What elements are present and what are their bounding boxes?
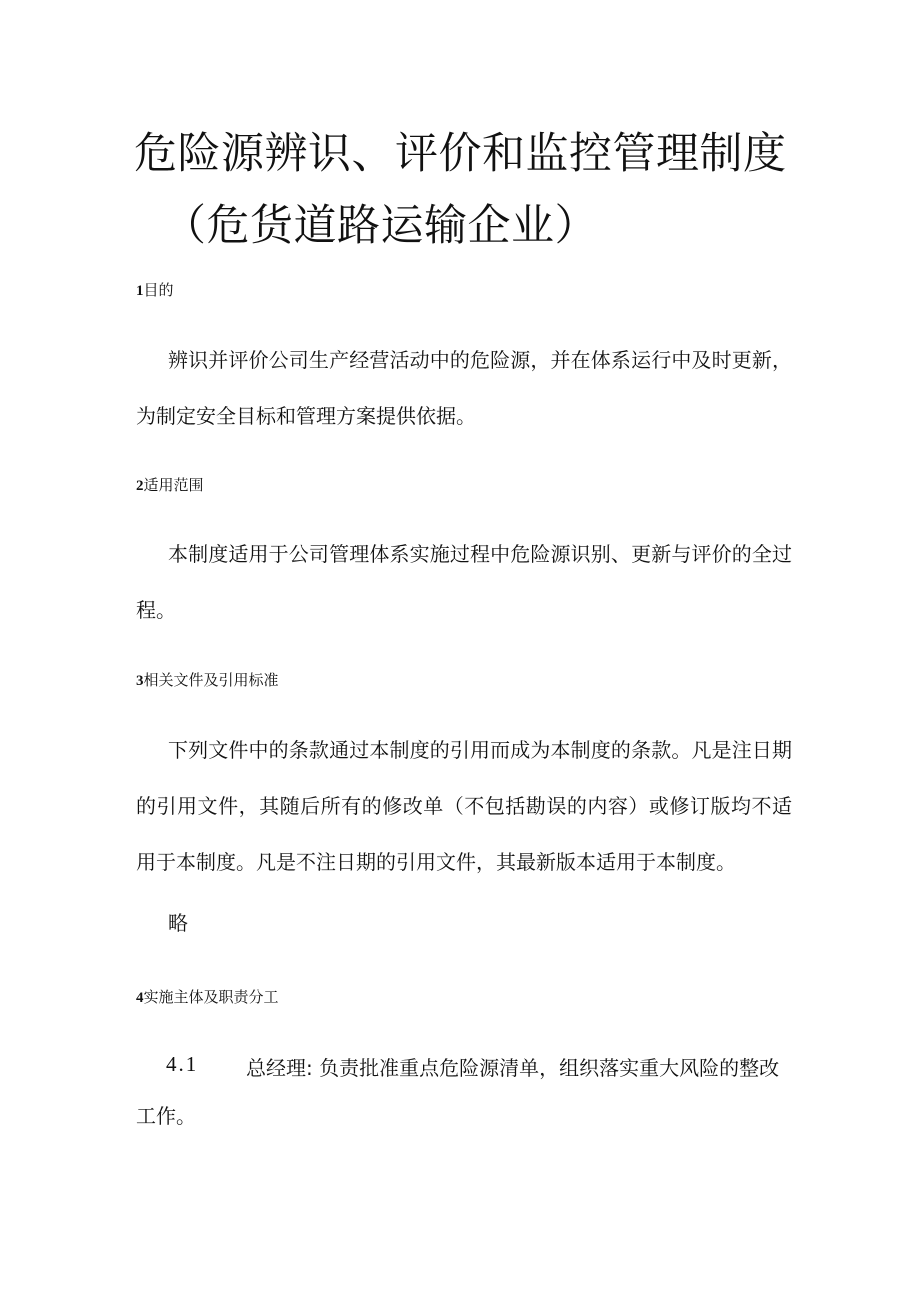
subsection-4-1-text-line-1: 总经理: 负责批准重点危险源清单，组织落实重大风险的整改	[246, 1056, 780, 1080]
section-1-paragraph: 辨识并评价公司生产经营活动中的危险源，并在体系运行中及时更新，为制定安全目标和管理方案提供依据。	[136, 348, 792, 428]
section-3-heading	[136, 669, 279, 690]
section-4-heading	[136, 986, 279, 1007]
section-4-number: 4	[136, 990, 144, 1006]
section-3-title: 相关文件及引用标准	[143, 671, 279, 689]
document-title-line-2: （危货道路运输企业）	[163, 201, 598, 251]
section-4-title: 实施主体及职责分工	[143, 988, 279, 1006]
section-1-number: 1	[136, 283, 144, 299]
document-title-line-1: 危险源辨识、评价和监控管理制度	[134, 129, 787, 179]
section-2-heading	[136, 474, 204, 495]
section-3-paragraph: 下列文件中的条款通过本制度的引用而成为本制度的条款。凡是注日期的引用文件，其随后所有的修改单（不包括勘误的内容）或修订版均不适用于本制度。凡是不注日期的引用文件，其最新版本适用于本制度。	[136, 738, 792, 874]
section-3-note: 略	[168, 911, 188, 935]
section-1-heading	[136, 279, 174, 300]
subsection-4-1-text-line-2: 工作。	[136, 1104, 196, 1128]
section-3-number: 3	[136, 673, 144, 689]
subsection-4-1-number: 4.1	[166, 1052, 199, 1076]
section-2-title: 适用范围	[143, 476, 204, 494]
section-2-paragraph: 本制度适用于公司管理体系实施过程中危险源识别、更新与评价的全过程。	[136, 542, 792, 622]
section-1-title: 目的	[143, 281, 174, 299]
section-2-number: 2	[136, 478, 144, 494]
